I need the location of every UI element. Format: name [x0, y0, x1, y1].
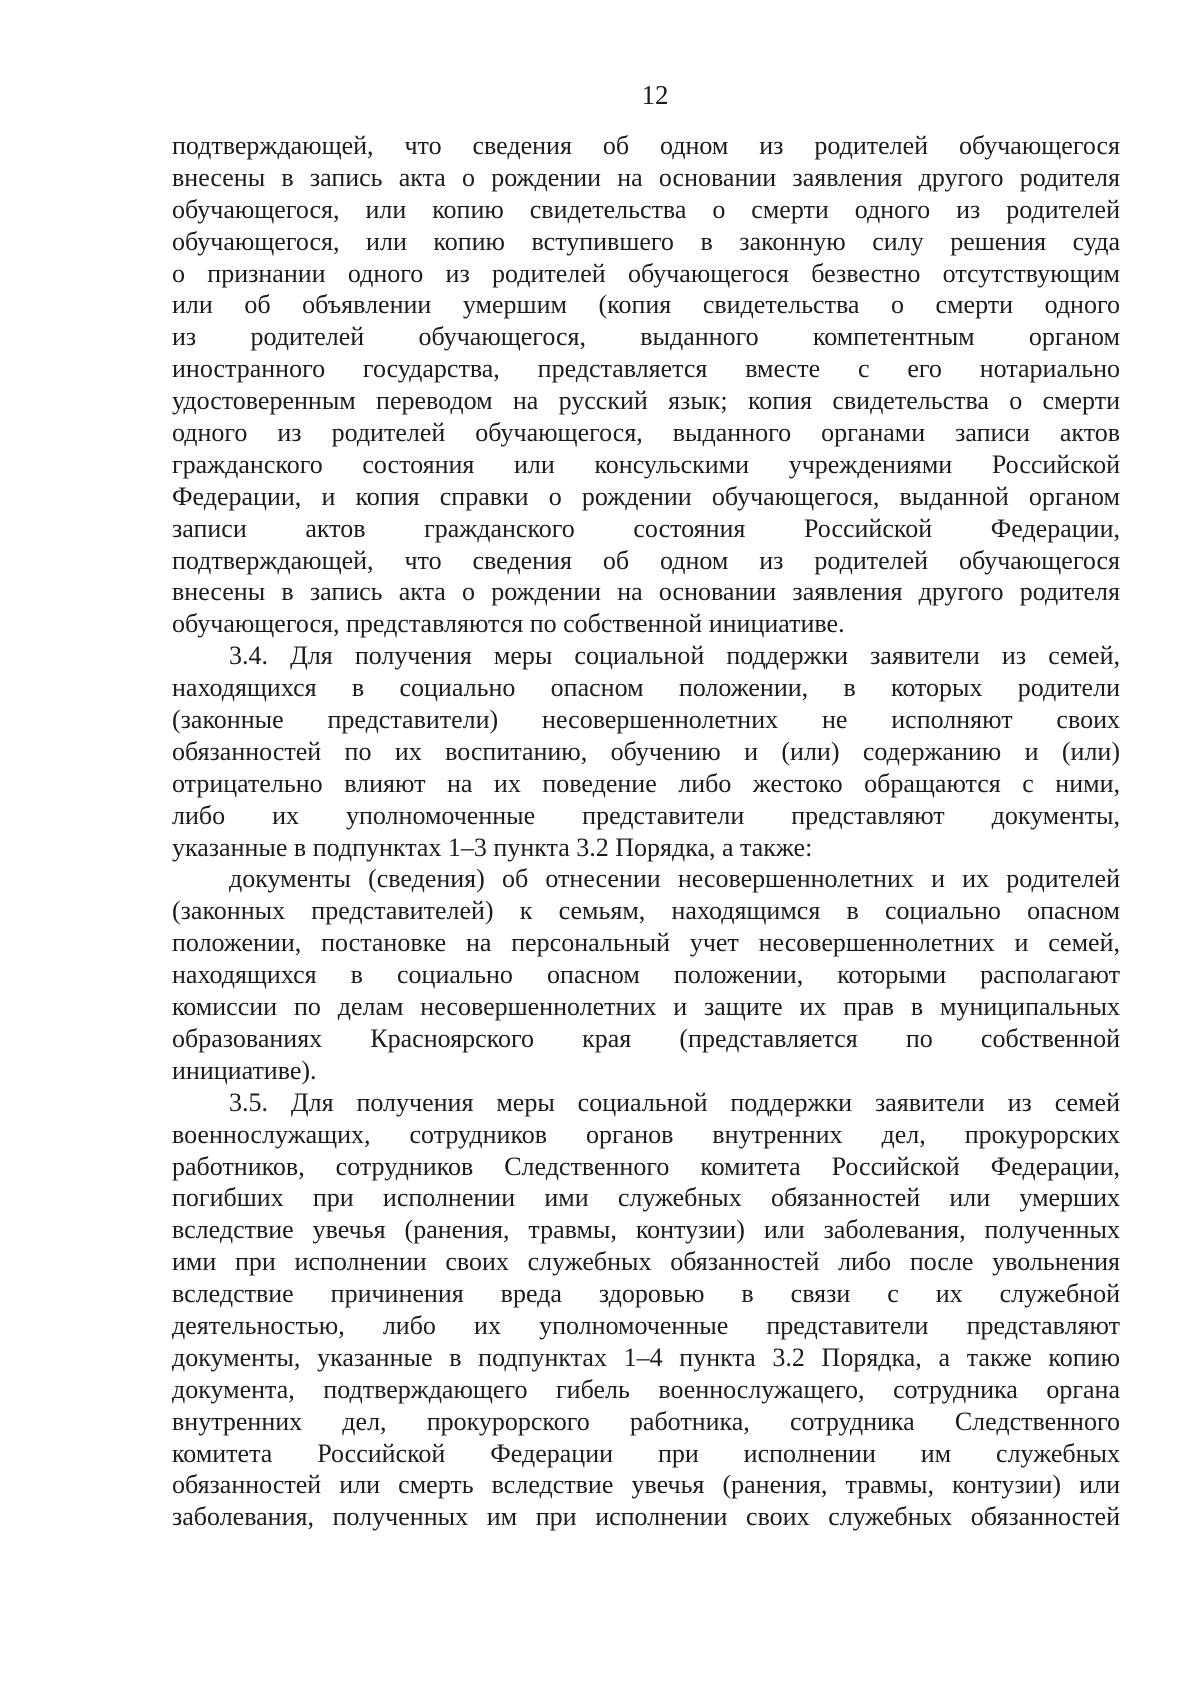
text-line: работников, сотрудников Следственного комитета Российской Федерации, [172, 1151, 1120, 1181]
text-line: Федерации, и копия справки о рождении обучающегося, выданной органом [172, 481, 1120, 511]
text-line: заболевания, полученных им при исполнении своих служебных обязанностей [172, 1502, 1120, 1532]
text-line: обязанностей или смерть вследствие увечья (ранения, травмы, контузии) или [172, 1470, 1120, 1500]
text-line: 3.4. Для получения меры социальной поддержки заявители из семей, [229, 641, 1120, 671]
document-body [172, 130, 1120, 1533]
text-line: (законных представителей) к семьям, находящимся в социально опасном [172, 896, 1120, 926]
text-line: обучающегося, или копию свидетельства о смерти одного из родителей [172, 194, 1120, 224]
text-line: указанные в подпунктах 1–3 пункта 3.2 Порядка, а также: [172, 832, 813, 862]
text-line: подтверждающей, что сведения об одном из родителей обучающегося [172, 131, 1120, 160]
text-line: находящихся в социально опасном положении, в которых родители [172, 673, 1120, 703]
text-line: о признании одного из родителей обучающегося безвестно отсутствующим [172, 258, 1120, 288]
text-line: записи актов гражданского состояния Российской Федерации, [172, 513, 1120, 543]
text-line: подтверждающей, что сведения об одном из родителей обучающегося [172, 545, 1120, 575]
text-line: одного из родителей обучающегося, выданного органами записи актов [172, 418, 1120, 448]
text-line: отрицательно влияют на их поведение либо жестоко обращаются с ними, [172, 768, 1120, 798]
text-line: или об объявлении умершим (копия свидетельства о смерти одного [172, 290, 1120, 320]
text-line: удостоверенным переводом на русский язык; копия свидетельства о смерти [172, 386, 1120, 416]
text-line: внесены в запись акта о рождении на основании заявления другого родителя [172, 577, 1120, 607]
text-line: документы, указанные в подпунктах 1–4 пункта 3.2 Порядка, а также копию [172, 1342, 1120, 1372]
text-line: погибших при исполнении ими служебных обязанностей или умерших [172, 1183, 1120, 1213]
text-line: инициативе). [172, 1055, 317, 1085]
text-line: внесены в запись акта о рождении на основании заявления другого родителя [172, 162, 1120, 192]
text-line: образованиях Красноярского края (представляется по собственной [172, 1023, 1120, 1053]
text-line: ими при исполнении своих служебных обязанностей либо после увольнения [172, 1247, 1120, 1277]
text-line: вследствие причинения вреда здоровью в связи с их служебной [172, 1279, 1120, 1309]
text-line: комиссии по делам несовершеннолетних и защите их прав в муниципальных [172, 992, 1120, 1022]
text-line: положении, постановке на персональный учет несовершеннолетних и семей, [172, 928, 1120, 958]
text-line: из родителей обучающегося, выданного компетентным органом [172, 322, 1120, 352]
text-line: документа, подтверждающего гибель военнослужащего, сотрудника органа [172, 1374, 1120, 1404]
text-line: документы (сведения) об отнесении несовершеннолетних и их родителей [229, 864, 1120, 894]
text-line: вследствие увечья (ранения, травмы, контузии) или заболевания, полученных [172, 1215, 1120, 1245]
text-line: либо их уполномоченные представители представляют документы, [172, 800, 1120, 830]
text-line: обучающегося, представляются по собственной инициативе. [172, 609, 845, 639]
text-line: обучающегося, или копию вступившего в законную силу решения суда [172, 226, 1120, 256]
text-line: иностранного государства, представляется вместе с его нотариально [172, 354, 1120, 384]
text-line: 3.5. Для получения меры социальной поддержки заявители из семей [229, 1087, 1120, 1117]
text-line: деятельностью, либо их уполномоченные представители представляют [172, 1310, 1120, 1340]
text-line: внутренних дел, прокурорского работника, сотрудника Следственного [172, 1406, 1120, 1436]
text-line: находящихся в социально опасном положении, которыми располагают [172, 960, 1120, 990]
text-line: комитета Российской Федерации при исполнении им служебных [172, 1438, 1120, 1468]
text-line: обязанностей по их воспитанию, обучению и (или) содержанию и (или) [172, 736, 1120, 766]
text-line: гражданского состояния или консульскими учреждениями Российской [172, 449, 1120, 479]
text-line: (законные представители) несовершеннолетних не исполняют своих [172, 705, 1120, 735]
page-number: 12 [641, 80, 669, 110]
text-line: военнослужащих, сотрудников органов внутренних дел, прокурорских [172, 1119, 1120, 1149]
